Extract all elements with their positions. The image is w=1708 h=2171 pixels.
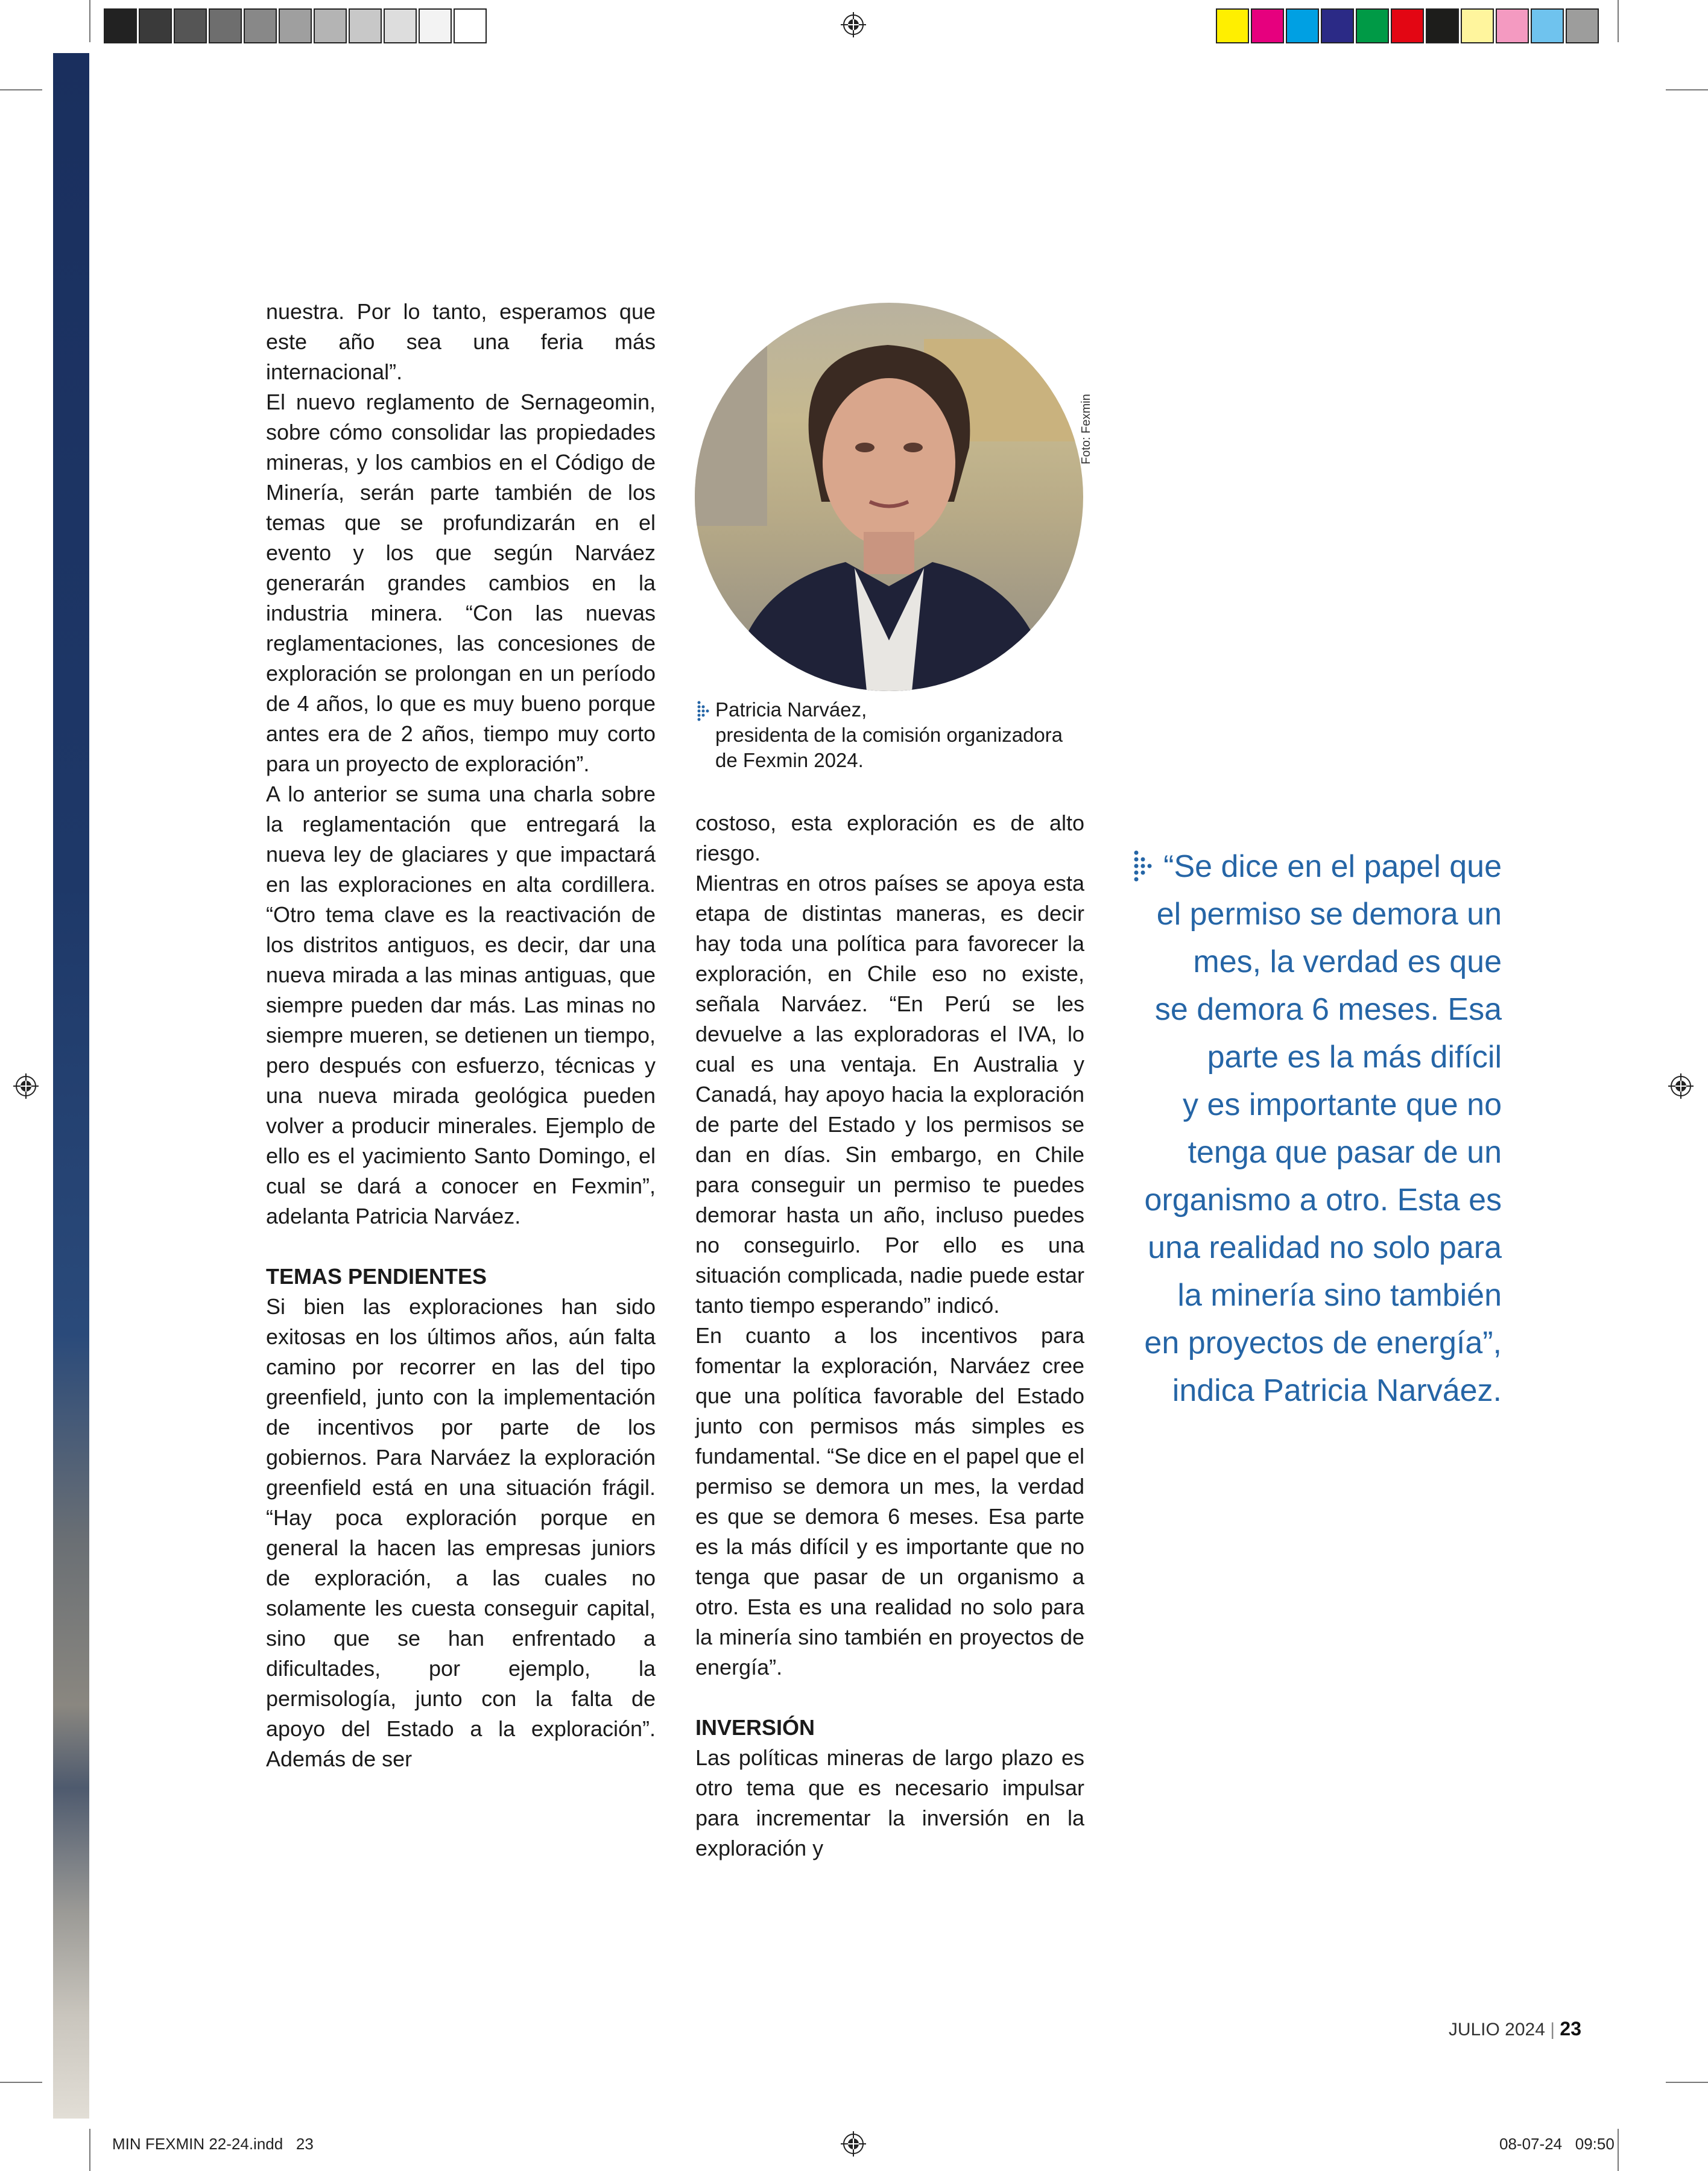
color-swatch bbox=[314, 8, 347, 43]
pull-quote-line: la minería sino también bbox=[1177, 1278, 1502, 1313]
crop-mark bbox=[1666, 89, 1708, 90]
registration-target-icon bbox=[13, 1073, 39, 1099]
body-paragraph: Mientras en otros países se apoya esta etapa de distintas maneras, es decir hay toda una política para favorecer la exploración, en Chile eso no existe, señala Narváez. “En Perú se les devuelve a las exploradoras el IVA, lo cual es una ventaja. En Australia y Canadá, hay apoyo hacia la exploración de parte del Estado y los permisos se dan en días. Sin embargo, en Chile para conseguir un permiso te puedes demorar hasta un año, incluso puedes no conseguirlo. Por ello es una situación complicada, nadie puede estar tanto tiempo esperando” indicó. bbox=[695, 871, 1084, 1318]
color-swatch bbox=[1321, 8, 1354, 43]
registration-target-icon bbox=[841, 2131, 866, 2157]
color-swatch bbox=[209, 8, 242, 43]
color-swatch bbox=[1356, 8, 1389, 43]
folio-month: JULIO 2024 bbox=[1448, 2020, 1545, 2040]
body-paragraph: Las políticas mineras de largo plazo es otro tema que es necesario impulsar para incrementar la inversión en la exploración y bbox=[695, 1745, 1084, 1860]
photo-caption bbox=[715, 697, 1063, 773]
middle-text-column bbox=[695, 808, 1084, 1863]
caption-line: Patricia Narváez, bbox=[715, 698, 867, 721]
body-paragraph: costoso, esta exploración es de alto riesgo. bbox=[695, 811, 1084, 865]
crop-mark bbox=[0, 89, 42, 90]
portrait-photo bbox=[695, 303, 1083, 691]
crop-mark bbox=[89, 2129, 90, 2171]
slug-date: 08-07-24 09:50 bbox=[1499, 2135, 1615, 2153]
color-swatch bbox=[1496, 8, 1529, 43]
color-swatch bbox=[1566, 8, 1599, 43]
color-swatch bbox=[454, 8, 487, 43]
color-swatch bbox=[419, 8, 452, 43]
section-heading: INVERSIÓN bbox=[695, 1715, 815, 1740]
pull-quote-line: tenga que pasar de un bbox=[1188, 1135, 1502, 1170]
color-swatch bbox=[1461, 8, 1494, 43]
body-paragraph: El nuevo reglamento de Sernageomin, sobre cómo consolidar las propiedades mineras, y los cambios en el Código de Minería, serán parte también de los temas que se profundizarán en el evento y los que según Narváez generarán grandes cambios en la industria minera. “Con las nuevas reglamentaciones, las concesiones de exploración se prolongan en un período de 4 años, lo que es muy bueno porque antes era de 2 años, tiempo muy corto para un proyecto de exploración”. bbox=[266, 390, 656, 776]
color-swatch bbox=[1286, 8, 1319, 43]
dot-bullet-icon bbox=[697, 701, 710, 721]
registration-target-icon bbox=[841, 12, 866, 37]
color-swatch bbox=[1531, 8, 1564, 43]
photo-credit: Foto: Fexmin bbox=[1080, 394, 1093, 464]
pull-quote-line: “Se dice en el papel que bbox=[1163, 849, 1502, 884]
pull-quote-line: se demora 6 meses. Esa bbox=[1154, 992, 1502, 1027]
color-swatch bbox=[1426, 8, 1459, 43]
pull-quote-line: una realidad no solo para bbox=[1148, 1230, 1502, 1265]
crop-mark bbox=[1666, 2082, 1708, 2083]
pull-quote-line: organismo a otro. Esta es bbox=[1144, 1183, 1502, 1218]
section-heading: TEMAS PENDIENTES bbox=[266, 1264, 487, 1289]
left-text-column bbox=[266, 297, 656, 1774]
registration-target-icon bbox=[1668, 1073, 1694, 1099]
color-swatch bbox=[174, 8, 207, 43]
caption-line: presidenta de la comisión organizadora bbox=[715, 724, 1063, 746]
color-swatch bbox=[104, 8, 137, 43]
slug-file: MIN FEXMIN 22-24.indd 23 bbox=[112, 2135, 314, 2153]
pull-quote-line: en proyectos de energía”, bbox=[1144, 1326, 1502, 1360]
pull-quote bbox=[1128, 843, 1502, 1415]
pull-quote-line: mes, la verdad es que bbox=[1193, 944, 1502, 979]
body-paragraph: En cuanto a los incentivos para fomentar la exploración, Narváez cree que una política favorable del Estado junto con permisos más simples es fundamental. “Se dice en el papel que el permiso se demora un mes, la verdad es que se demora 6 meses. Esa parte es la más difícil y es importante que no tenga que pasar de un organismo a otro. Esta es una realidad no solo para la minería sino también en proyectos de energía”. bbox=[695, 1323, 1084, 1680]
pull-quote-line: indica Patricia Narváez. bbox=[1172, 1373, 1502, 1408]
color-swatch bbox=[1251, 8, 1284, 43]
body-paragraph: A lo anterior se suma una charla sobre la reglamentación que entregará la nueva ley de glaciares y que impactará en las exploraciones en alta cordillera. “Otro tema clave es la reactivación de los distritos antiguos, es decir, dar una nueva mirada a las minas antiguas, que siempre pueden dar más. Las minas no siempre mueren, se detienen un tiempo, pero después con esfuerzo, técnicas y una nueva mirada geológica pueden volver a producir minerales. Ejemplo de ello es el yacimiento Santo Domingo, el cual se dará a conocer en Fexmin”, adelanta Patricia Narváez. bbox=[266, 782, 656, 1228]
crop-mark bbox=[89, 0, 90, 42]
color-swatch bbox=[244, 8, 277, 43]
caption-line: de Fexmin 2024. bbox=[715, 749, 864, 771]
folio-separator: | bbox=[1550, 2020, 1555, 2040]
color-swatch bbox=[279, 8, 312, 43]
color-swatch bbox=[139, 8, 172, 43]
color-swatch bbox=[384, 8, 417, 43]
color-swatch bbox=[349, 8, 382, 43]
pull-quote-line: y es importante que no bbox=[1183, 1087, 1502, 1122]
pull-quote-line: parte es la más difícil bbox=[1207, 1040, 1502, 1075]
crop-mark bbox=[1618, 0, 1619, 42]
page-number: 23 bbox=[1560, 2018, 1581, 2040]
crop-mark bbox=[1618, 2129, 1619, 2171]
body-paragraph: nuestra. Por lo tanto, esperamos que este año sea una feria más internacional”. bbox=[266, 299, 656, 384]
color-swatch bbox=[1216, 8, 1249, 43]
page-folio bbox=[1449, 2018, 1581, 2040]
portrait-illustration bbox=[695, 303, 1083, 691]
crop-mark bbox=[0, 2082, 42, 2083]
pull-quote-line: el permiso se demora un bbox=[1156, 897, 1502, 932]
left-image-strip bbox=[53, 53, 89, 2119]
color-swatch bbox=[1391, 8, 1424, 43]
body-paragraph: Si bien las exploraciones han sido exitosas en los últimos años, aún falta camino por recorrer en las del tipo greenfield, junto con la implementación de incentivos por parte de los gobiernos. Para Narváez la exploración greenfield está en una situación frágil. “Hay poca exploración porque en general la hacen las empresas juniors de exploración, a las cuales no solamente les cuesta conseguir capital, sino que se han enfrentado a dificultades, por ejemplo, la permisología, junto con la falta de apoyo del Estado a la exploración”. Además de ser bbox=[266, 1294, 656, 1771]
